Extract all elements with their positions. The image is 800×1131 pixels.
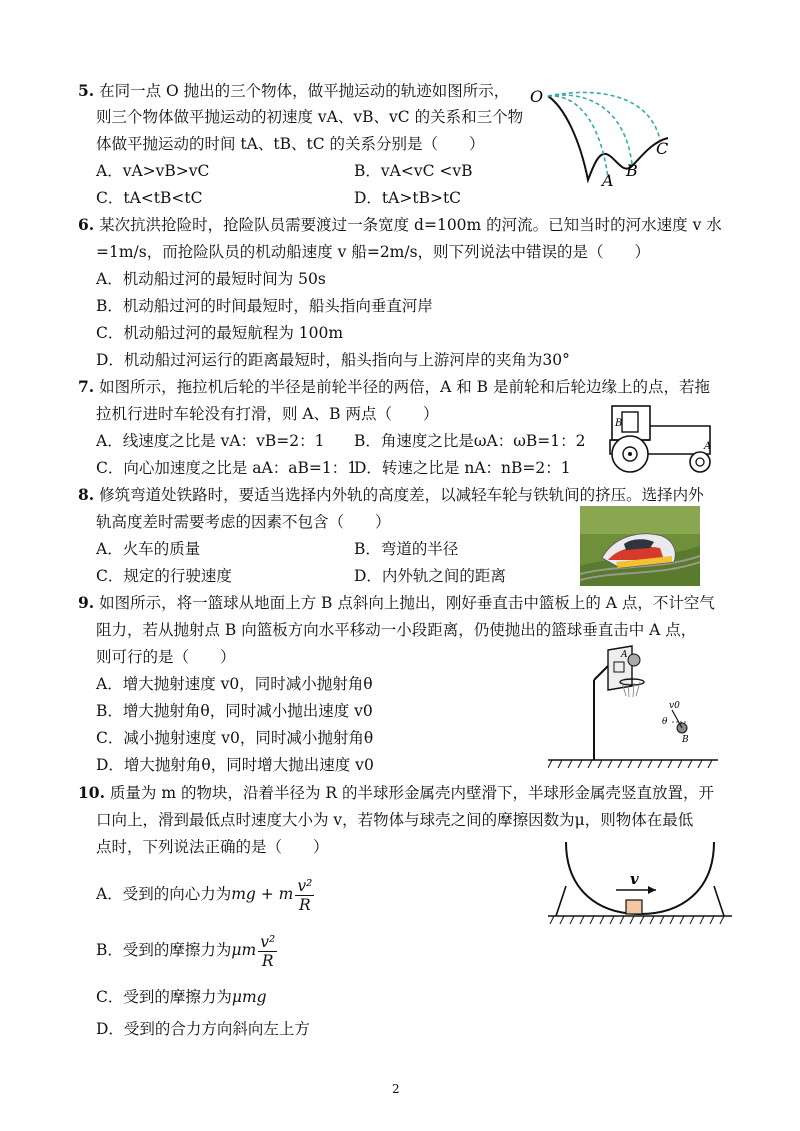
train-photo (580, 506, 700, 586)
question-number: 6. (78, 215, 95, 234)
question-text-line: 拉机行进时车轮没有打滑，则 A、B 两点（ ） (96, 405, 439, 423)
option-d: D．内外轨之间的距离 (354, 567, 506, 585)
option-b: B．受到的摩擦力为μm $\frac{\text{v²}}{R}$ (96, 932, 276, 970)
question-number: 8. (78, 485, 95, 504)
question-text-line: 修筑弯道处铁路时，要适当选择内外轨的高度差，以减轻车轮与铁轨间的挤压。选择内外 (99, 486, 704, 504)
question-text-line: 如图所示，拖拉机后轮的半径是前轮半径的两倍，A 和 B 是前轮和后轮边缘上的点，若拖 (99, 378, 710, 396)
option-b: B．弯道的半径 (354, 540, 459, 558)
option-d: D．转速之比是 nA：nB=2：1 (354, 459, 571, 477)
tractor-figure (600, 396, 725, 478)
fraction: $\frac{\text{v²}}{R}$ (260, 932, 276, 970)
option-c: C．受到的摩擦力为μmg (96, 988, 267, 1006)
option-d: D．机动船过河运行的距离最短时，船头指向与上游河岸的夹角为30° (96, 351, 570, 369)
question-text-line: 则可行的是（ ） (96, 648, 236, 666)
point-label: A (602, 171, 614, 188)
option-a: A．受到的向心力为mg + m $\frac{\text{v²}}{R}$ (96, 876, 313, 914)
question-text-line: 则三个物体做平抛运动的初速度 vA、vB、vC 的关系和三个物 (96, 108, 524, 126)
velocity-label: v (630, 870, 639, 888)
question-text-line: 轨高度差时需要考虑的因素不包含（ ） (96, 513, 391, 531)
point-label: A (621, 650, 628, 660)
fraction: $\frac{\text{v²}}{R}$ (297, 876, 313, 914)
option-b: B．角速度之比是ωA：ωB=1：2 (354, 432, 586, 450)
basketball-figure (548, 642, 723, 770)
point-label: C (656, 139, 669, 158)
page-number: 2 (392, 1082, 400, 1096)
projectile-trajectory-figure (520, 78, 690, 188)
question-text-line: 质量为 m 的物块，沿着半径为 R 的半球形金属壳内壁滑下，半球形金属壳竖直放置，开 (109, 784, 714, 802)
hemisphere-bowl-figure (548, 840, 733, 930)
option-c: C．tA<tB<tC (96, 189, 203, 207)
option-a: A．vA>vB>vC (96, 162, 210, 180)
question-text-line: =1m/s，而抢险队员的机动船速度 v 船=2m/s，则下列说法中错误的是（ ） (96, 243, 651, 261)
question-text-line: 体做平抛运动的时间 tA、tB、tC 的关系分别是（ ） (96, 135, 485, 153)
option-c: C．规定的行驶速度 (96, 567, 232, 585)
option-b: B．增大抛射角θ，同时减小抛出速度 v0 (96, 702, 373, 720)
question-number: 5. (78, 81, 95, 100)
question-text-line: 某次抗洪抢险时，抢险队员需要渡过一条宽度 d=100m 的河流。已知当时的河水速度 v 水 (99, 216, 722, 234)
question-number: 9. (78, 593, 95, 612)
option-a: A．线速度之比是 vA：vB=2：1 (96, 432, 325, 450)
question-text-line: 在同一点 O 抛出的三个物体，做平抛运动的轨迹如图所示， (99, 82, 510, 100)
option-c: C．减小抛射速度 v0，同时减小抛射角θ (96, 729, 374, 747)
option-a: A．增大抛射速度 v0，同时减小抛射角θ (96, 675, 373, 693)
option-c: C．向心加速度之比是 aA：aB=1：1 (96, 459, 358, 477)
question-text-line: 点时，下列说法正确的是（ ） (96, 838, 329, 856)
angle-label: θ (662, 717, 668, 727)
point-label: B (615, 418, 623, 429)
point-label: B (682, 735, 689, 745)
velocity-label: v0 (669, 701, 680, 711)
option-a: A．机动船过河的最短时间为 50s (96, 270, 326, 288)
option-a: A．火车的质量 (96, 540, 201, 558)
option-d: D．增大抛射角θ，同时增大抛出速度 v0 (96, 756, 374, 774)
question-text-line: 如图所示，将一篮球从地面上方 B 点斜向上抛出，刚好垂直击中篮板上的 A 点，不计空气 (99, 594, 715, 612)
point-label: O (530, 87, 544, 106)
question-number: 10. (78, 783, 105, 802)
point-label: B (626, 161, 638, 180)
point-label: A (704, 441, 712, 452)
option-b: B．vA<vC <vB (354, 162, 473, 180)
question-text-line: 阻力，若从抛射点 B 向篮板方向水平移动一小段距离，仍使抛出的篮球垂直击中 A 点， (96, 621, 697, 639)
option-c: C．机动船过河的最短航程为 100m (96, 324, 344, 342)
option-d: D．tA>tB>tC (354, 189, 462, 207)
option-b: B．机动船过河的时间最短时，船头指向垂直河岸 (96, 297, 433, 315)
question-text-line: 口向上，滑到最低点时速度大小为 v，若物体与球壳之间的摩擦因数为μ，则物体在最低 (96, 811, 694, 829)
option-d: D．受到的合力方向斜向左上方 (96, 1020, 310, 1038)
question-number: 7. (78, 377, 95, 396)
